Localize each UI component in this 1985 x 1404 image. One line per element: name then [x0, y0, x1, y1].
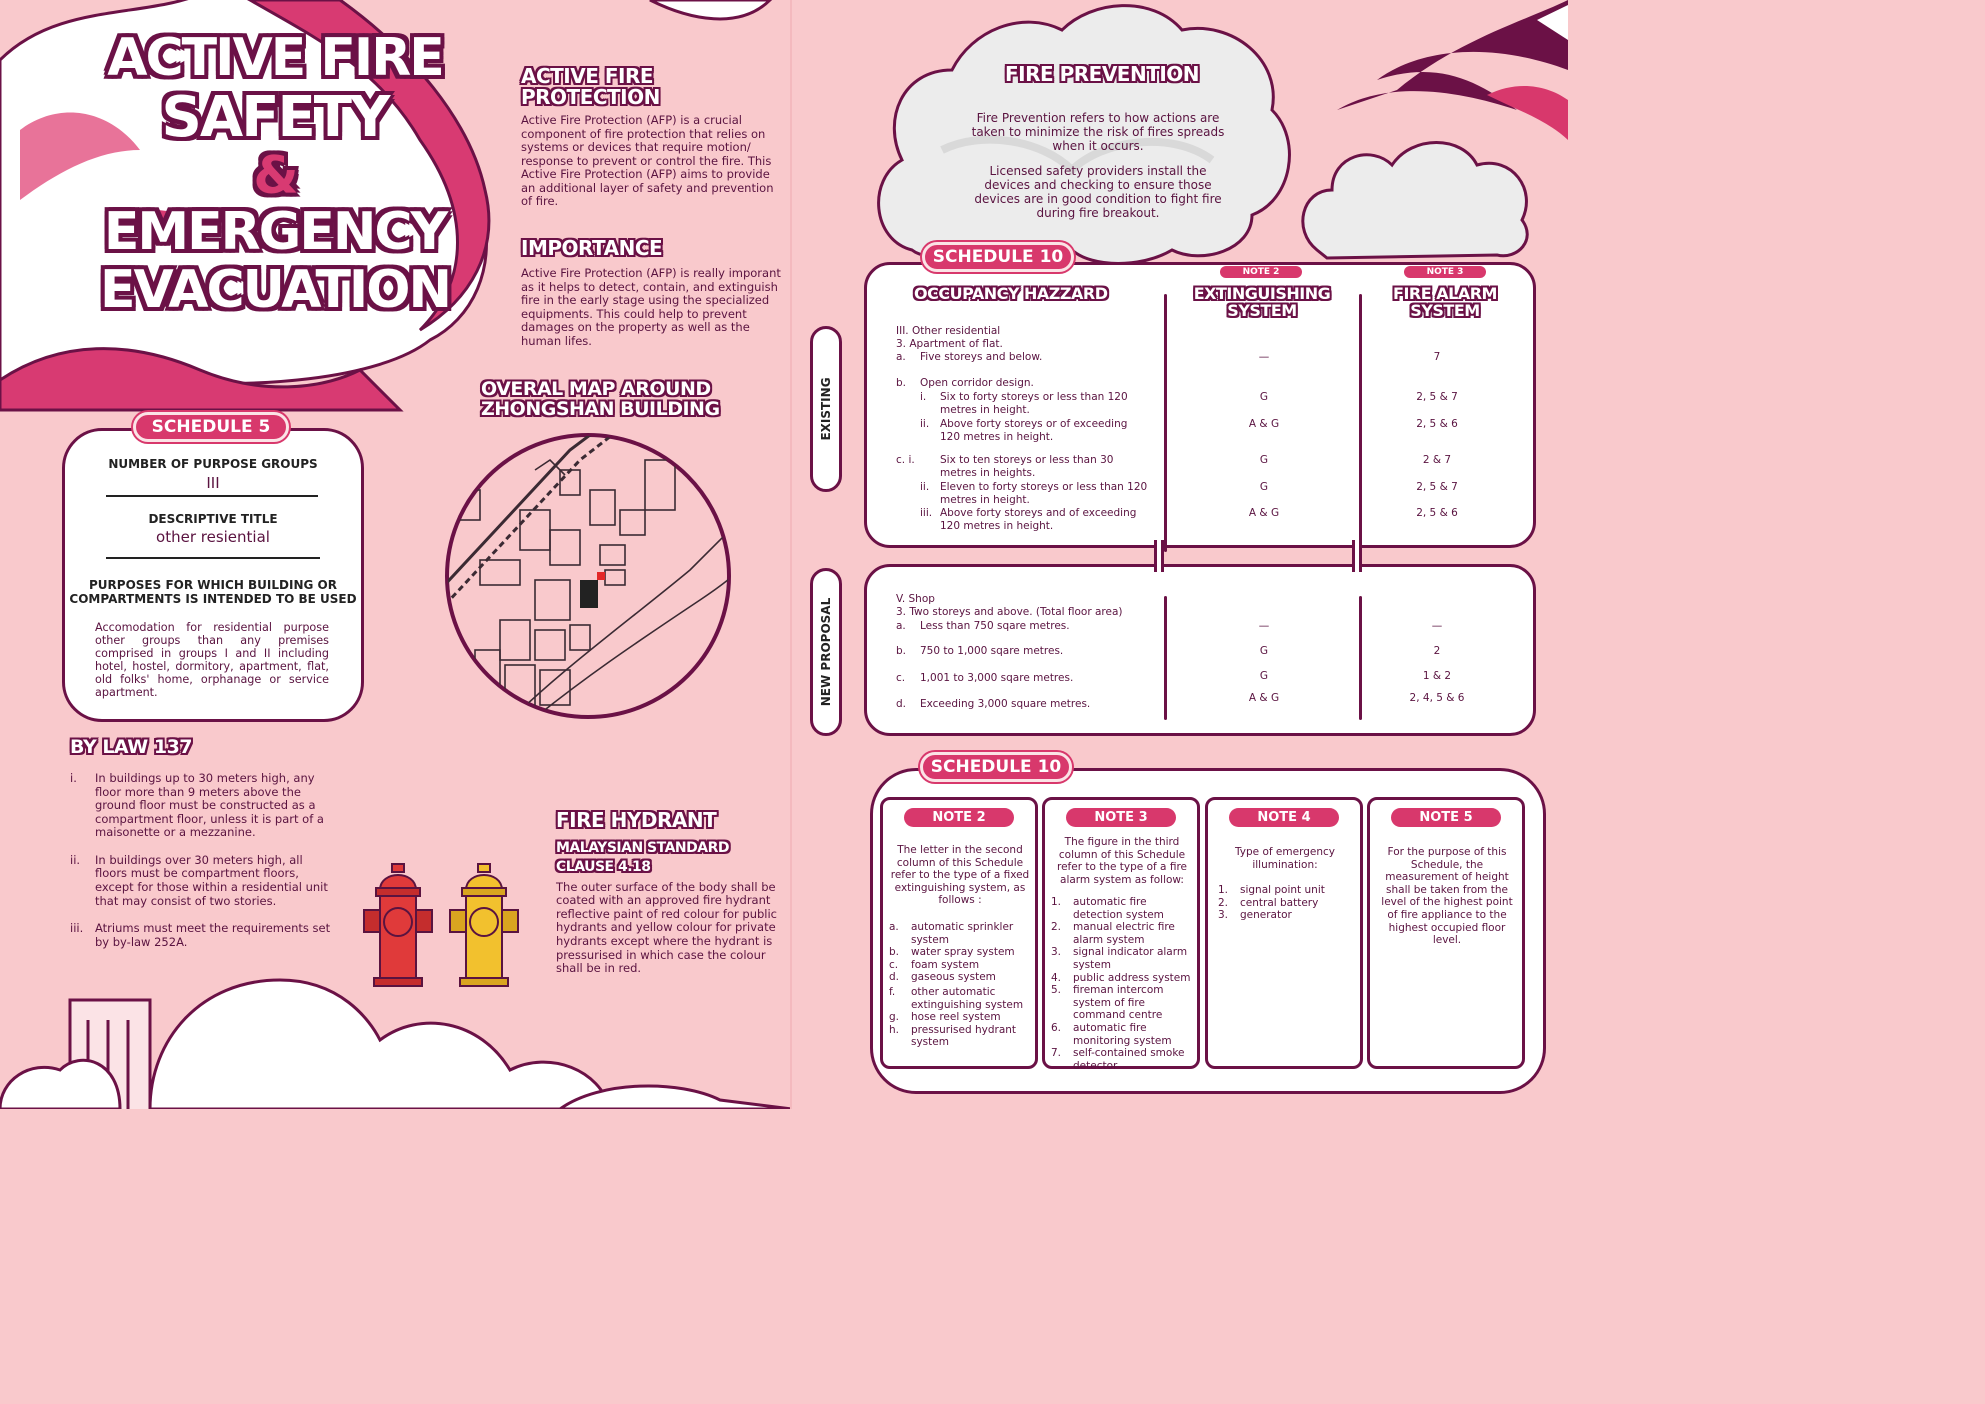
existing-row-ext: G — [1259, 454, 1269, 466]
schedule-5-divider-2 — [106, 557, 320, 559]
fire-prevention-para-2: Licensed safety providers install the devices and checking to ensure those devices are in good condition to fight fire during fire breakout. — [974, 164, 1222, 221]
descriptive-title-label: DESCRIPTIVE TITLE — [148, 512, 278, 526]
schedule-5-divider-1 — [106, 495, 318, 497]
proposal-row-text: Less than 750 sqare metres. — [920, 620, 1070, 632]
bylaw-item-text: Atriums must meet the requirements set by by-law 252A. — [95, 921, 331, 949]
note-3-item — [1051, 896, 1199, 921]
existing-row-text: Six to ten storeys or less than 30 metres in heights. — [940, 454, 1114, 479]
note-3-item-key: 6. — [1051, 1021, 1062, 1034]
column-divider — [1359, 596, 1362, 720]
purposes-value: Accomodation for residential purpose other groups than any premises comprised in groups I and II including hotel, hostel, dormitory, apartment, flat, old folks' home, orphanage or service apartment. — [95, 621, 329, 699]
note-4-title: NOTE 4 — [1229, 808, 1339, 827]
purpose-groups-label: NUMBER OF PURPOSE GROUPS — [108, 457, 318, 471]
existing-row-alarm: 2 & 7 — [1422, 454, 1452, 466]
note-3-title: NOTE 3 — [1066, 808, 1176, 827]
new-proposal-tab-label: NEW PROPOSAL — [819, 597, 833, 707]
note-3-item-key: 5. — [1051, 984, 1062, 997]
note-2-item-text: water spray system — [911, 946, 1015, 959]
existing-tab[interactable] — [810, 326, 842, 492]
area-map — [440, 430, 740, 725]
note-2-title: NOTE 2 — [904, 808, 1014, 827]
note-3-list — [1051, 896, 1199, 1072]
note-2-item-text: gaseous system — [911, 971, 996, 984]
note-2-item — [889, 986, 1035, 1011]
note-3-item-text: automatic fire monitoring system — [1073, 1021, 1172, 1047]
proposal-row-text: Exceeding 3,000 square metres. — [920, 698, 1091, 710]
proposal-row-text: 750 to 1,000 sqare metres. — [920, 645, 1064, 657]
note-2-item-key: g. — [889, 1011, 900, 1024]
map-heading-line-2: ZHONGSHAN BUILDING — [481, 397, 720, 420]
existing-row-label: iii. — [920, 507, 933, 519]
title-line-4: EVACUATION — [99, 260, 451, 320]
afp-section — [521, 66, 783, 209]
fire-alarm-heading-line-1: FIRE ALARM — [1393, 284, 1497, 303]
note-3-item-key: 4. — [1051, 971, 1062, 984]
note-3-item-text: self-contained smoke detector — [1073, 1047, 1185, 1072]
column-divider — [1164, 294, 1167, 552]
schedule-5-label: SCHEDULE 5 — [133, 412, 289, 442]
card-joint — [1154, 540, 1164, 572]
importance-section — [521, 238, 783, 348]
proposal-sub-title: 3. Two storeys and above. (Total floor area) — [896, 606, 1123, 618]
column-divider — [1359, 294, 1362, 552]
note-2-item — [889, 1024, 1035, 1049]
proposal-row-ext: G — [1259, 645, 1269, 657]
existing-row-ext: G — [1259, 391, 1269, 403]
existing-row-text: Open corridor design. — [920, 377, 1034, 389]
title-ampersand: & — [253, 146, 297, 206]
note-2-item-key: d. — [889, 971, 900, 984]
purposes-label — [68, 578, 358, 607]
existing-row-label: i. — [920, 391, 927, 403]
map-heading — [481, 380, 781, 420]
note-2-item — [889, 1011, 1035, 1024]
proposal-row-label: b. — [896, 645, 907, 657]
note-3-card — [1042, 797, 1200, 1072]
hydrant-subheading — [556, 839, 788, 877]
existing-row-ext: — — [1258, 351, 1270, 363]
bylaw-item-text: In buildings up to 30 meters high, any floor more than 9 meters above the ground floor must be constructed as a compartment floor, unless it is part of a maisonette or a mezzanine. — [95, 771, 324, 840]
note-2-item-text: automatic sprinkler system — [911, 921, 1014, 946]
existing-group-title: III. Other residential — [896, 325, 1001, 337]
note-3-item — [1051, 972, 1199, 985]
afp-heading — [521, 66, 783, 108]
note-2-item — [889, 971, 1035, 984]
note-2-item-text: other automatic extinguishing system — [911, 985, 1024, 1011]
note-3-item-key: 2. — [1051, 921, 1062, 934]
note-2-item-text: hose reel system — [911, 1011, 1001, 1024]
bottom-cloud-decoration — [0, 960, 792, 1109]
note-3-item — [1051, 984, 1199, 1022]
note-4-item-key: 1. — [1218, 884, 1229, 896]
note-5-intro: For the purpose of this Schedule, the measurement of height shall be taken from the level of the highest point of fire appliance to the highest occupied floor level. — [1381, 846, 1513, 947]
extinguishing-heading-line-1: EXTINGUISHING — [1193, 284, 1331, 303]
hydrant-heading: FIRE HYDRANT — [556, 808, 717, 832]
note-3-item — [1051, 1047, 1199, 1072]
existing-row-label: b. — [896, 377, 907, 389]
purposes-label-line-1: PURPOSES FOR WHICH BUILDING OR — [89, 578, 337, 592]
note-2-intro: The letter in the second column of this Schedule refer to the type of a fixed extinguishing system, as follows : — [890, 844, 1030, 907]
note-2-item-text: foam system — [911, 958, 980, 971]
bylaw-heading: BY LAW 137 — [70, 736, 193, 758]
existing-row-text: Eleven to forty storeys or less than 120 metres in height. — [940, 481, 1148, 506]
note-3-item-text: automatic fire detection system — [1073, 896, 1164, 921]
note-3-intro: The figure in the third column of this Schedule refer to the type of a fire alarm system as follow: — [1057, 836, 1187, 886]
note-5-card — [1367, 797, 1525, 1069]
note-4-intro: Type of emergency illumination: — [1235, 846, 1335, 871]
note-4-item — [1218, 909, 1358, 922]
note-3-item-text: public address system — [1073, 971, 1191, 984]
title-line-3: EMERGENCY — [103, 202, 447, 262]
note-3-item-text: manual electric fire alarm system — [1073, 921, 1175, 946]
bylaw-item — [70, 772, 332, 840]
new-proposal-tab[interactable] — [810, 568, 842, 736]
fire-prevention-heading: FIRE PREVENTION — [1004, 62, 1200, 86]
note-4-item-text: generator — [1240, 909, 1292, 922]
existing-sub-title: 3. Apartment of flat. — [896, 338, 1003, 350]
right-page — [792, 0, 1568, 1109]
proposal-group-title: V. Shop — [896, 593, 935, 605]
note-4-item-text: central battery — [1240, 896, 1319, 909]
bylaw-item-text: In buildings over 30 meters high, all floors must be compartment floors, except for those within a residential unit that may consist of two stories. — [95, 852, 328, 908]
note-2-item-key: b. — [889, 946, 900, 959]
existing-row-text: Five storeys and below. — [920, 351, 1043, 363]
existing-tab-label: EXISTING — [819, 377, 833, 441]
afp-heading-line-2: PROTECTION — [521, 85, 660, 109]
proposal-row-alarm: — — [1431, 620, 1443, 632]
title-line-2: SAFETY — [161, 85, 389, 150]
main-title — [70, 28, 480, 320]
left-page — [0, 0, 792, 1109]
note-2-item — [889, 959, 1035, 972]
fire-alarm-system-heading — [1366, 286, 1524, 320]
existing-row-text: Six to forty storeys or less than 120 metres in height. — [940, 391, 1128, 416]
schedule-10-notes-label: SCHEDULE 10 — [920, 752, 1072, 782]
note-3-item — [1051, 1022, 1199, 1047]
hydrant-subheading-line-2: CLAUSE 4.18 — [556, 858, 651, 875]
note-2-item-key: a. — [889, 921, 899, 933]
hydrant-section — [556, 810, 788, 976]
extinguishing-heading-line-2: SYSTEM — [1227, 300, 1297, 320]
proposal-row-ext: G — [1259, 670, 1269, 682]
existing-row-ext: G — [1259, 481, 1269, 493]
note-2-item-text: pressurised hydrant system — [911, 1023, 1017, 1049]
importance-body: Active Fire Protection (AFP) is really imporant as it helps to detect, contain, and extinguish fire in the early stage using the specialized equipments. This could help to prevent damages on the property as well as the human lifes. — [521, 266, 781, 348]
proposal-row-label: d. — [896, 698, 907, 710]
note-4-item — [1218, 897, 1358, 910]
proposal-row-ext: — — [1258, 620, 1270, 632]
note-2-item-key: c. — [889, 958, 899, 971]
existing-row-label: c. i. — [896, 454, 915, 466]
existing-row-text: Above forty storeys and of exceeding 120 metres in height. — [940, 507, 1137, 532]
note-4-card — [1205, 797, 1363, 1069]
note-5-title: NOTE 5 — [1391, 808, 1501, 827]
importance-heading: IMPORTANCE — [521, 236, 663, 260]
note-3-item — [1051, 921, 1199, 946]
note-3-tag: NOTE 3 — [1404, 266, 1486, 278]
note-3-item-key: 7. — [1051, 1047, 1062, 1060]
proposal-row-label: a. — [896, 620, 906, 632]
existing-row-label: ii. — [920, 418, 930, 430]
extinguishing-system-heading — [1177, 286, 1347, 320]
proposal-row-alarm: 2 — [1433, 645, 1441, 657]
existing-row-alarm: 2, 5 & 6 — [1416, 507, 1458, 519]
note-4-item-text: signal point unit — [1240, 884, 1325, 896]
note-2-card — [880, 797, 1038, 1069]
existing-row-ext: A & G — [1248, 418, 1280, 430]
bylaw-item-number: ii. — [70, 852, 81, 867]
note-3-item-key: 3. — [1051, 946, 1062, 959]
existing-row-alarm: 7 — [1433, 351, 1441, 363]
note-3-item-key: 1. — [1051, 896, 1062, 908]
note-3-item-text: signal indicator alarm system — [1073, 946, 1188, 971]
map-heading-line-1: OVERAL MAP AROUND — [481, 378, 711, 400]
proposal-row-alarm: 1 & 2 — [1422, 670, 1452, 682]
hydrant-body: The outer surface of the body shall be coated with an approved fire hydrant reflective paint of red colour for public hydrants and yellow colour for private hydrants except where the hydrant is pressurised in which case the colour shall be in red. — [556, 879, 778, 976]
bylaw-item — [70, 922, 332, 949]
existing-row-label: a. — [896, 351, 906, 363]
note-4-item-key: 3. — [1218, 909, 1229, 922]
fire-alarm-heading-line-2: SYSTEM — [1410, 300, 1480, 320]
purpose-groups-value: III — [206, 474, 220, 492]
note-2-item-key: f. — [889, 985, 896, 998]
bylaw-item-number: iii. — [70, 921, 84, 936]
existing-row-text: Above forty storeys or of exceeding 120 metres in height. — [940, 418, 1128, 443]
note-3-item — [1051, 946, 1199, 971]
existing-row-ext: A & G — [1248, 507, 1280, 519]
fire-prevention-para-1: Fire Prevention refers to how actions are taken to minimize the risk of fires spreads when it occurs. — [971, 111, 1225, 154]
title-line-1: ACTIVE FIRE — [107, 28, 443, 88]
afp-heading-line-1: ACTIVE FIRE — [521, 64, 654, 88]
proposal-row-label: c. — [896, 672, 906, 684]
note-2-item — [889, 921, 1035, 946]
descriptive-title-value: other resiential — [156, 528, 270, 546]
note-4-item-key: 2. — [1218, 896, 1229, 909]
note-2-item-key: h. — [889, 1023, 899, 1036]
existing-row-alarm: 2, 5 & 7 — [1416, 481, 1458, 493]
note-4-list — [1218, 884, 1358, 922]
proposal-row-ext: A & G — [1248, 692, 1280, 704]
purposes-label-line-2: COMPARTMENTS IS INTENDED TO BE USED — [69, 592, 357, 607]
existing-row-alarm: 2, 5 & 7 — [1416, 391, 1458, 403]
note-3-item-text: fireman intercom system of fire command centre — [1073, 984, 1164, 1022]
note-2-tag: NOTE 2 — [1220, 266, 1302, 278]
bylaw-list — [70, 772, 332, 949]
note-4-item — [1218, 884, 1358, 897]
hydrant-subheading-line-1: MALAYSIAN STANDARD — [556, 840, 729, 856]
note-2-item — [889, 946, 1035, 959]
afp-body: Active Fire Protection (AFP) is a crucial component of fire protection that relies on systems or devices that require motion/ response to prevent or control the fire. This Active Fire Protection (AFP) aims to provide an additional layer of safety and prevention of fire. — [521, 113, 774, 209]
note-2-list — [889, 921, 1035, 1049]
existing-row-label: ii. — [920, 481, 930, 493]
bylaw-item — [70, 854, 332, 908]
schedule-10-top-label: SCHEDULE 10 — [922, 242, 1074, 272]
existing-row-alarm: 2, 5 & 6 — [1416, 418, 1458, 430]
bylaw-item-number: i. — [70, 771, 77, 785]
occupancy-hazard-heading: OCCUPANCY HAZZARD — [914, 284, 1108, 303]
proposal-row-alarm: 2, 4, 5 & 6 — [1409, 692, 1465, 704]
top-right-swoosh-decoration — [1337, 0, 1568, 140]
proposal-row-text: 1,001 to 3,000 sqare metres. — [920, 672, 1074, 684]
column-divider — [1164, 596, 1167, 720]
